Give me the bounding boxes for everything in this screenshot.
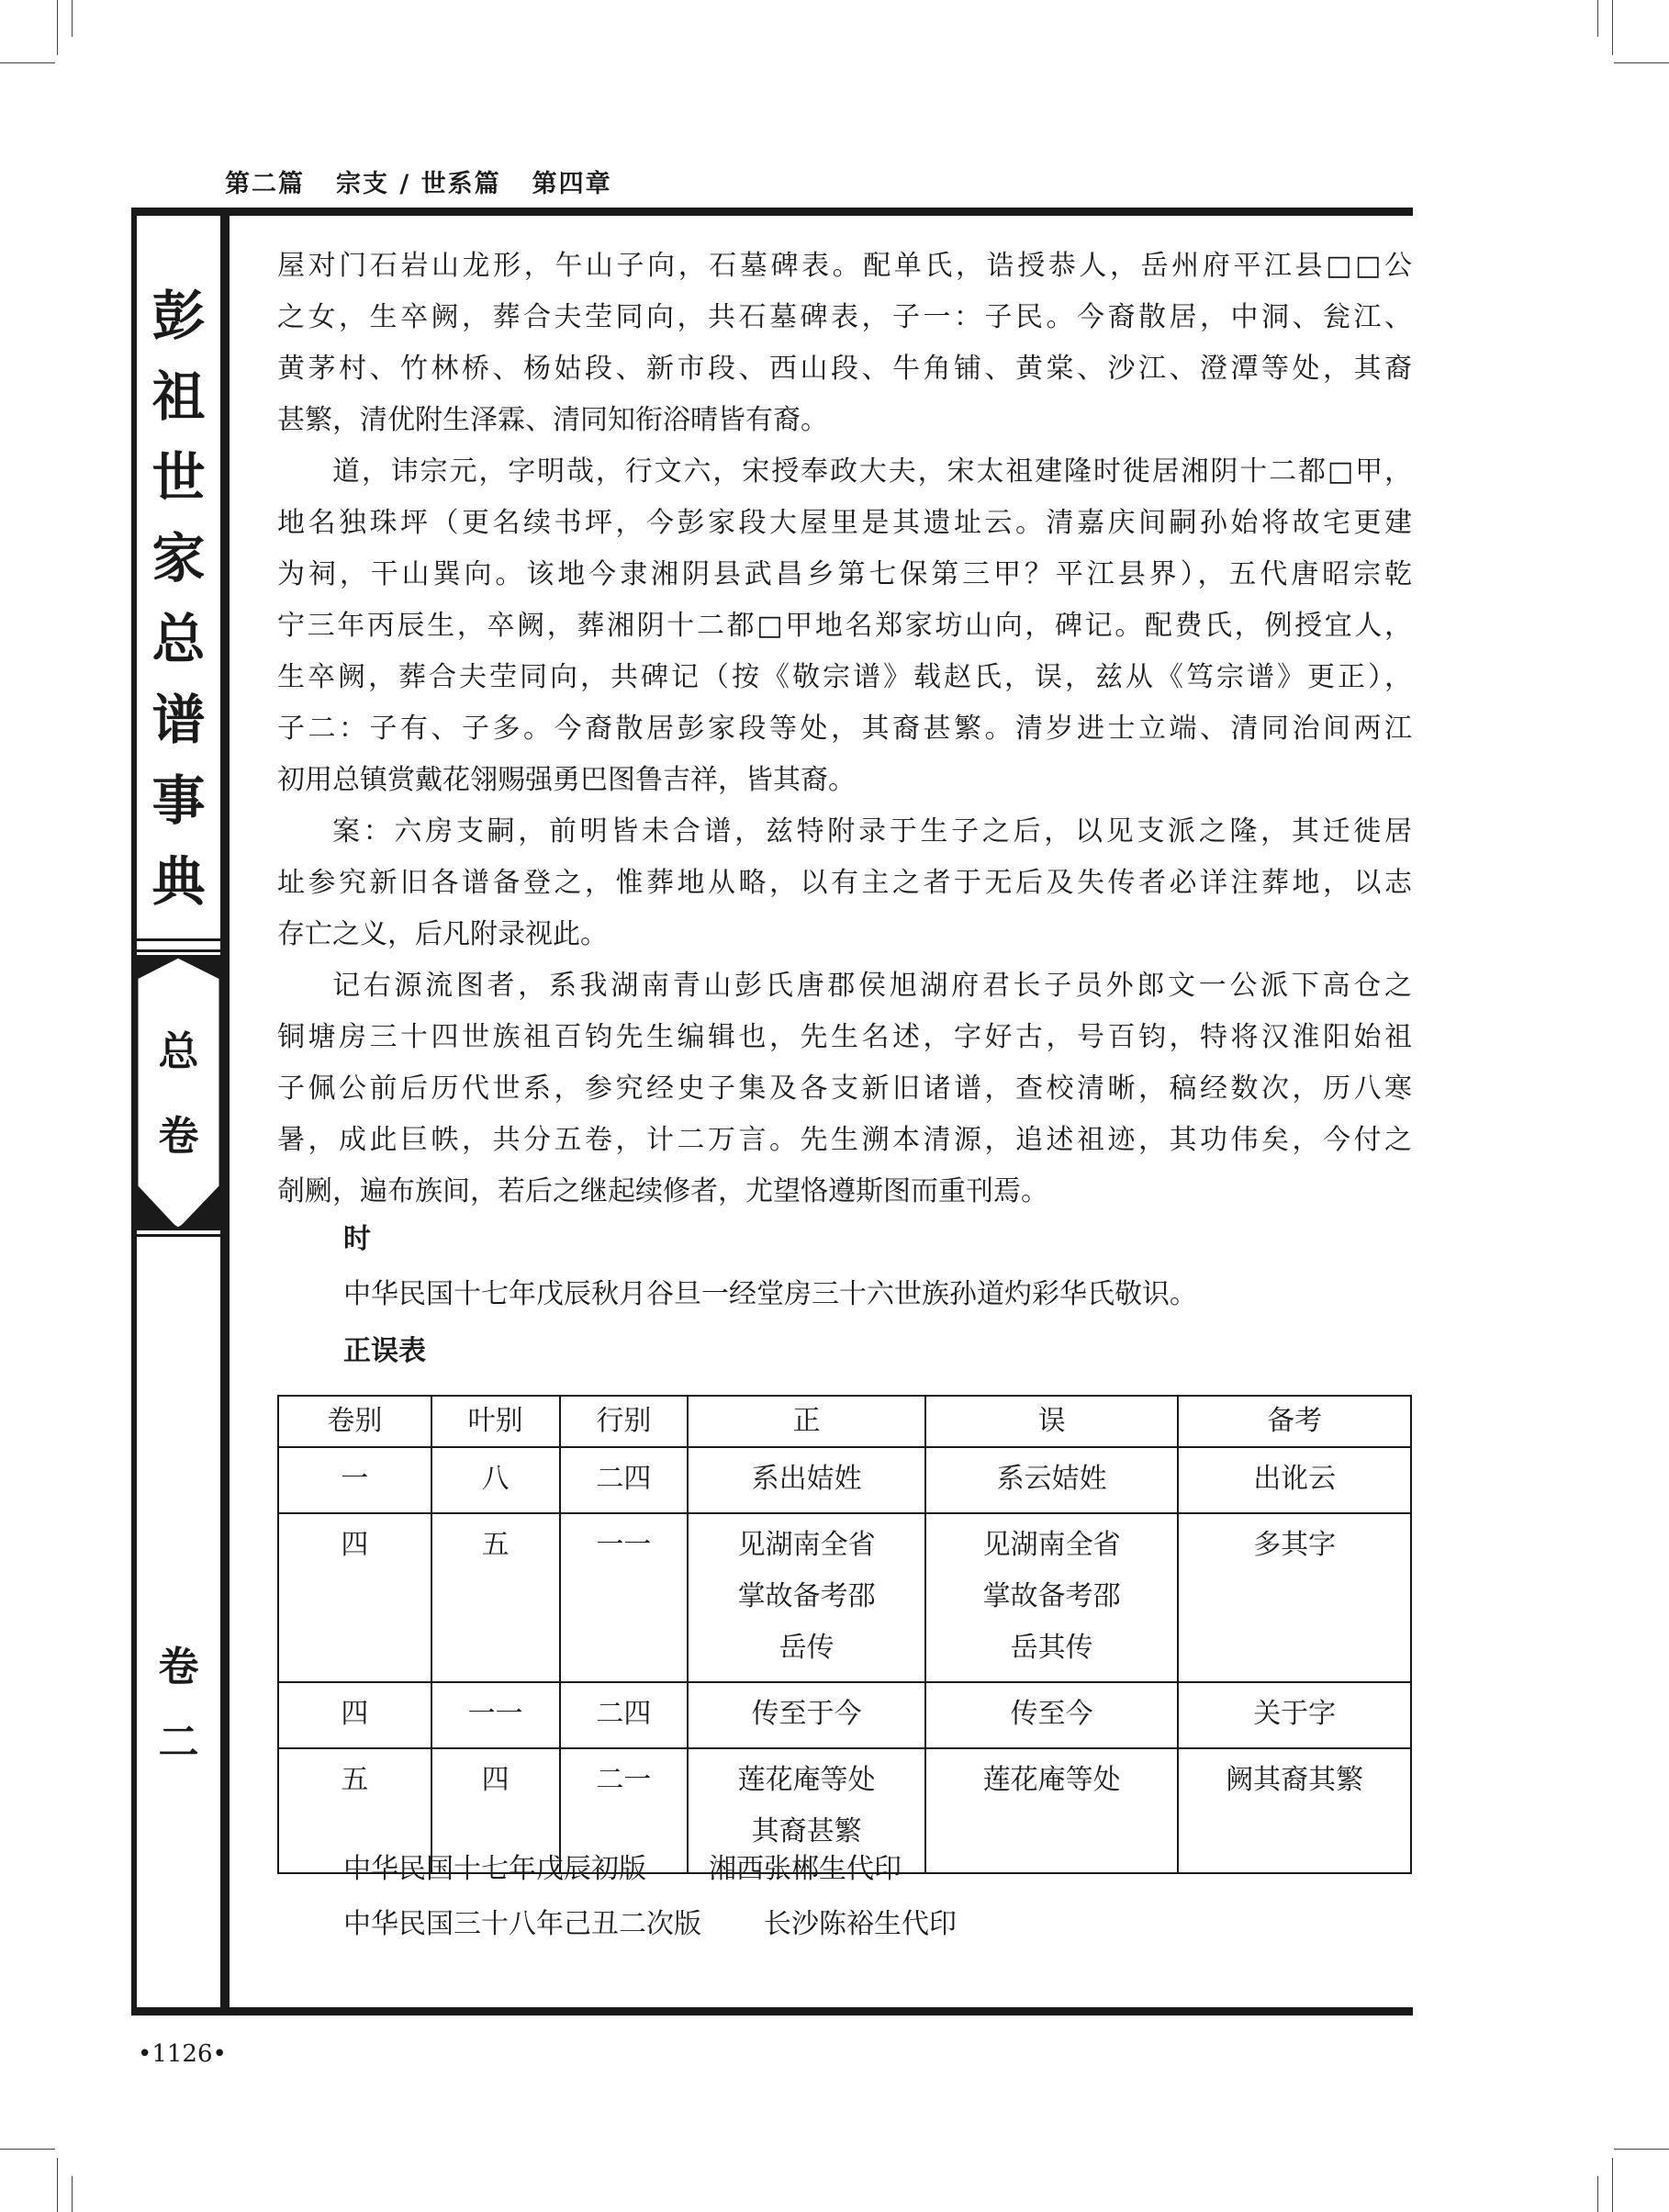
- text-line: 记右源流图者，系我湖南青山彭氏唐郡侯旭湖府君长子员外郎文一公派下高仓之: [332, 970, 1412, 1002]
- crop-mark: [72, 2176, 73, 2212]
- crop-mark: [1614, 2149, 1669, 2150]
- header-chapter: 第四章: [532, 170, 612, 198]
- table-cell: [431, 1513, 560, 1682]
- text-line: 道，讳宗元，字明哉，行文六，宋授奉政大夫，宋太祖建隆时徙居湘阴十二都□甲，: [332, 455, 1412, 488]
- cell-line: 掌故备考邵: [737, 1580, 876, 1612]
- text-line: 存亡之义，后凡附录视此。: [277, 918, 608, 950]
- cell-line: 四: [341, 1529, 369, 1561]
- column-header: 备考: [1178, 1396, 1411, 1447]
- crop-mark: [1612, 0, 1613, 55]
- side-title-char: 世: [151, 446, 206, 509]
- cell-line: 系出姞姓: [751, 1463, 862, 1495]
- side-title-char: 事: [151, 769, 206, 832]
- crop-mark: [1597, 2176, 1598, 2212]
- text-line: 为祠，干山巽向。该地今隶湘阴县武昌乡第七保第三甲？平江县界），五代唐昭宗乾: [277, 558, 1412, 590]
- side-title-char: 彭: [151, 285, 206, 347]
- side-separator: [137, 938, 220, 941]
- crop-mark: [1614, 62, 1669, 63]
- cell-line: 其裔甚繁: [751, 1815, 862, 1847]
- side-title-char: 家: [151, 527, 206, 589]
- paragraph: [277, 960, 1412, 1218]
- edition-printer: 长沙陈裕生代印: [764, 1908, 957, 1940]
- cell-line: 关于字: [1253, 1698, 1337, 1730]
- table-cell: [688, 1682, 925, 1748]
- running-header: [225, 163, 644, 199]
- column-header: 叶别: [431, 1396, 560, 1447]
- crop-mark: [72, 0, 73, 37]
- table-row: [278, 1682, 1411, 1748]
- cell-line: 一一: [467, 1698, 523, 1730]
- table-cell: [1178, 1682, 1411, 1748]
- table-header-row: [278, 1396, 1411, 1447]
- table-cell: [688, 1513, 925, 1682]
- cell-line: 出讹云: [1253, 1463, 1337, 1495]
- table-cell: [431, 1447, 560, 1513]
- table-row: [278, 1447, 1411, 1513]
- side-title-char: 祖: [151, 365, 206, 428]
- column-header: 卷别: [278, 1396, 431, 1447]
- table-cell: [688, 1447, 925, 1513]
- cell-line: 四: [341, 1698, 369, 1730]
- cell-line: 传至今: [1010, 1698, 1093, 1730]
- text-line: 宁三年丙辰生，卒阙，葬湘阴十二都□甲地名郑家坊山向，碑记。配费氏，例授宜人，: [277, 610, 1412, 642]
- text-line: 生卒阙，葬合夫茔同向，共碑记（按《敬宗谱》载赵氏，误，兹从《笃宗谱》更正），: [277, 661, 1412, 693]
- errata-table: [277, 1395, 1412, 1874]
- column-header: 误: [925, 1396, 1179, 1447]
- paragraph: [277, 241, 1412, 446]
- text-line: 子佩公前后历代世系，参究经史子集及各支新旧诸谱，查校清晰，稿经数次，历八寒: [277, 1072, 1412, 1105]
- header-part: 第二篇: [225, 170, 305, 198]
- table-cell: [1178, 1513, 1411, 1682]
- table-cell: [1178, 1447, 1411, 1513]
- side-volume-char: 总: [158, 1028, 199, 1075]
- cell-line: 一: [341, 1463, 369, 1495]
- cell-line: 四: [481, 1764, 510, 1796]
- side-book-title: [137, 275, 220, 922]
- cell-line: 系云姞姓: [996, 1463, 1107, 1495]
- cell-line: 五: [341, 1764, 369, 1796]
- side-title-char: 谱: [151, 689, 206, 751]
- crop-mark: [0, 62, 55, 63]
- crop-mark: [1597, 0, 1598, 37]
- table-cell: [560, 1682, 689, 1748]
- table-cell: [431, 1682, 560, 1748]
- table-cell: [1178, 1748, 1411, 1873]
- cell-line: 阙其裔其繁: [1226, 1764, 1364, 1796]
- column-header: 行别: [560, 1396, 689, 1447]
- cell-line: 八: [481, 1463, 510, 1495]
- text-line: 地名独珠坪（更名续书坪，今彭家段大屋里是其遗址云。清嘉庆间嗣孙始将故宅更建: [277, 507, 1412, 539]
- frame-top-rule: [131, 208, 1413, 216]
- cell-line: 莲花庵等处: [982, 1764, 1121, 1796]
- cell-line: 掌故备考邵: [982, 1580, 1121, 1612]
- text-line: 暑，成此巨帙，共分五卷，计二万言。先生溯本清源，追述祖迹，其功伟矣，今付之: [277, 1124, 1412, 1156]
- edition-text: 中华民国十七年戊辰初版: [343, 1853, 646, 1885]
- signature-line: 中华民国十七年戊辰秋月谷旦一经堂房三十六世族孙道灼彩华氏敬识。: [343, 1278, 1197, 1310]
- table-cell: [925, 1447, 1179, 1513]
- table-cell: [925, 1513, 1179, 1682]
- paragraph: [277, 446, 1412, 806]
- column-header: 正: [688, 1396, 925, 1447]
- cell-line: 二四: [596, 1698, 652, 1730]
- side-juan-char: 二: [158, 1719, 199, 1766]
- cell-line: 五: [481, 1529, 510, 1561]
- table-cell: [560, 1447, 689, 1513]
- table-cell: [560, 1513, 689, 1682]
- cell-line: 传至于今: [751, 1698, 862, 1730]
- cell-line: 多其字: [1253, 1529, 1337, 1561]
- text-line: 铜塘房三十四世族祖百钧先生编辑也，先生名述，字好古，号百钧，特将汉淮阳始祖: [277, 1021, 1412, 1053]
- edition-printer: 湘西张郴生代印: [709, 1853, 902, 1885]
- side-volume-char: 卷: [158, 1113, 199, 1160]
- cell-line: 岳传: [778, 1632, 834, 1664]
- side-volume-label: [137, 1010, 220, 1179]
- crop-mark: [57, 0, 58, 55]
- table-cell: [278, 1513, 431, 1682]
- text-line: 黄茅村、竹林桥、杨姑段、新市段、西山段、牛角铺、黄棠、沙江、澄潭等处，其裔: [277, 353, 1412, 385]
- frame-inner-rule: [220, 208, 230, 2016]
- cell-line: 二四: [596, 1463, 652, 1495]
- crop-mark: [1612, 2158, 1613, 2212]
- text-line: 之女，生卒阙，葬合夫茔同向，共石墓碑表，子一：子民。今裔散居，中洞、瓮江、: [277, 301, 1412, 333]
- text-line: 址参究新旧各谱备登之，惟葬地从略，以有主之者于无后及失传者必详注葬地，以志: [277, 867, 1412, 899]
- crop-mark: [57, 2158, 58, 2212]
- table-cell: [278, 1682, 431, 1748]
- text-line: 甚繁，清优附生泽霖、清同知衔浴晴皆有裔。: [277, 404, 828, 436]
- side-separator: [137, 949, 220, 952]
- errata-title: 正误表: [343, 1335, 426, 1367]
- text-line: 子二：子有、子多。今裔散居彭家段等处，其裔甚繁。清岁进士立端、清同治间两江: [277, 713, 1412, 745]
- side-juan-label: [137, 1630, 220, 1780]
- text-line: 案：六房支嗣，前明皆未合谱，兹特附录于生子之后，以见支派之隆，其迁徙居: [332, 815, 1412, 848]
- table-row: [278, 1513, 1411, 1682]
- edition-text: 中华民国三十八年己丑二次版: [343, 1908, 701, 1940]
- header-section: 宗支 / 世系篇: [336, 170, 501, 198]
- crop-mark: [0, 2149, 55, 2150]
- edition-line: [343, 1901, 957, 1941]
- cell-line: 见湖南全省: [982, 1529, 1121, 1561]
- frame-bottom-rule: [131, 2007, 1413, 2016]
- table-cell: [278, 1447, 431, 1513]
- cell-line: 见湖南全省: [737, 1529, 876, 1561]
- table-cell: [925, 1748, 1179, 1873]
- body-text: [277, 241, 1412, 1218]
- signature-time-label: 时: [343, 1223, 371, 1255]
- side-separator: [137, 1234, 220, 1237]
- text-line: 屋对门石岩山龙形，午山子向，石墓碑表。配单氏，诰授恭人，岳州府平江县□□公: [277, 250, 1412, 282]
- text-line: 初用总镇赏戴花翎赐强勇巴图鲁吉祥，皆其裔。: [277, 764, 856, 796]
- side-title-char: 总: [151, 608, 206, 670]
- side-title-char: 典: [151, 850, 206, 913]
- table-cell: [925, 1682, 1179, 1748]
- edition-line: [343, 1846, 902, 1886]
- cell-line: 岳其传: [1010, 1632, 1093, 1664]
- cell-line: 莲花庵等处: [737, 1764, 876, 1796]
- page-number: •1126•: [138, 2040, 227, 2068]
- text-line: 剞劂，遍布族间，若后之继起续修者，尤望恪遵斯图而重刊焉。: [277, 1175, 1048, 1207]
- cell-line: 二一: [596, 1764, 652, 1796]
- paragraph: [277, 806, 1412, 960]
- cell-line: 一一: [596, 1529, 652, 1561]
- side-juan-char: 卷: [158, 1644, 199, 1690]
